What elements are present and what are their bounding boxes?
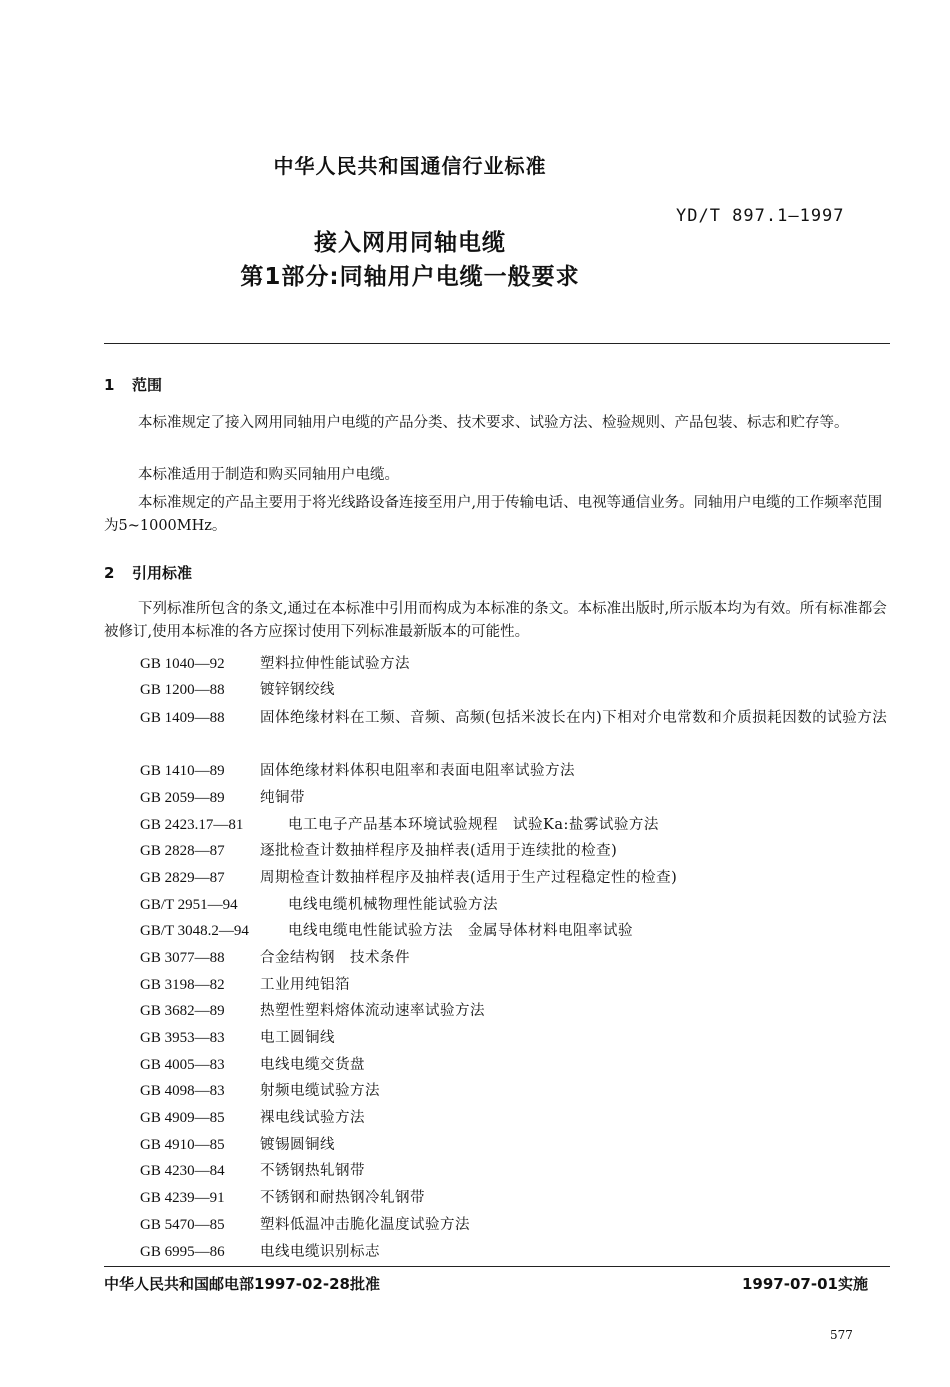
reference-name: 固体绝缘材料体积电阻率和表面电阻率试验方法 [260, 763, 575, 779]
section-heading-references [104, 562, 192, 583]
reference-code: GB 5470—85 [140, 1217, 225, 1233]
reference-item [140, 758, 900, 784]
reference-code: GB 1040—92 [140, 656, 225, 672]
reference-item [140, 651, 900, 677]
reference-code: GB 4098—83 [140, 1083, 225, 1099]
reference-code: GB/T 3048.2—94 [140, 923, 249, 939]
reference-item [140, 1105, 900, 1131]
paragraph: 本标准规定了接入网用同轴用户电缆的产品分类、技术要求、试验方法、检验规则、产品包装、标志和贮存等。 [138, 415, 849, 431]
reference-code: GB 1200—88 [140, 682, 225, 698]
reference-item [140, 918, 900, 944]
header-rule [104, 343, 890, 344]
reference-code: GB 4230—84 [140, 1163, 225, 1179]
reference-code: GB 3953—83 [140, 1030, 225, 1046]
reference-code: GB 2828—87 [140, 843, 225, 859]
reference-name: 镀锡圆铜线 [260, 1137, 335, 1153]
document-subtitle: 第1部分:同轴用户电缆一般要求 [240, 264, 580, 290]
reference-name: 塑料拉伸性能试验方法 [260, 656, 410, 672]
reference-item [140, 812, 900, 838]
reference-name: 工业用纯铝箔 [260, 977, 350, 993]
reference-name: 热塑性塑料熔体流动速率试验方法 [260, 1003, 485, 1019]
reference-name: 电线电缆交货盘 [260, 1057, 365, 1073]
reference-name: 周期检查计数抽样程序及抽样表(适用于生产过程稳定性的检查) [260, 870, 678, 886]
reference-item [140, 785, 900, 811]
section-number: 2 [104, 564, 115, 582]
reference-code: GB 1410—89 [140, 763, 225, 779]
section-title: 范围 [132, 376, 163, 394]
reference-item [140, 1132, 900, 1158]
reference-code: GB 3198—82 [140, 977, 225, 993]
reference-item [140, 838, 900, 864]
reference-code: GB 2829—87 [140, 870, 225, 886]
reference-name: 射频电缆试验方法 [260, 1083, 380, 1099]
standard-category: 中华人民共和国通信行业标准 [273, 154, 547, 178]
implementation-date: 1997-07-01实施 [742, 1275, 868, 1293]
paragraph: 下列标准所包含的条文,通过在本标准中引用而构成为本标准的条文。本标准出版时,所示版本均为有效。所有标准都会被修订,使用本标准的各方应探讨使用下列标准最新版本的可能性。 [104, 601, 887, 640]
reference-item [140, 945, 900, 971]
reference-item [140, 1185, 900, 1211]
reference-item [140, 1078, 900, 1104]
paragraph: 本标准适用于制造和购买同轴用户电缆。 [138, 467, 399, 483]
reference-name: 不锈钢和耐热钢冷轧钢带 [260, 1190, 425, 1206]
section-heading-scope [104, 374, 162, 395]
reference-name: 裸电线试验方法 [260, 1110, 365, 1126]
reference-name: 纯铜带 [260, 790, 305, 806]
reference-item [140, 1239, 900, 1265]
reference-code: GB 3682—89 [140, 1003, 225, 1019]
reference-code: GB 2059—89 [140, 790, 225, 806]
section-title: 引用标准 [132, 564, 193, 582]
reference-code: GB 4005—83 [140, 1057, 225, 1073]
reference-name: 电线电缆机械物理性能试验方法 [288, 897, 498, 913]
reference-name: 合金结构钢 技术条件 [260, 950, 410, 966]
reference-item [140, 1025, 900, 1051]
reference-code: GB 1409—88 [140, 710, 225, 726]
reference-item [140, 892, 900, 918]
reference-item [140, 1158, 900, 1184]
paragraph: 本标准规定的产品主要用于将光线路设备连接至用户,用于传输电话、电视等通信业务。同轴用户电缆的工作频率范围为5~1000MHz。 [104, 495, 883, 534]
section-number: 1 [104, 376, 115, 394]
reference-name: 不锈钢热轧钢带 [260, 1163, 365, 1179]
approval-statement: 中华人民共和国邮电部1997-02-28批准 [104, 1275, 380, 1293]
standard-number: YD/T 897.1—1997 [676, 206, 845, 226]
footer-rule [104, 1266, 890, 1267]
reference-name: 电线电缆识别标志 [260, 1244, 380, 1260]
reference-code: GB 6995—86 [140, 1244, 225, 1260]
reference-name: 固体绝缘材料在工频、音频、高频(包括米波长在内)下相对介电常数和介质损耗因数的试验方法 [260, 710, 888, 726]
document-title: 接入网用同轴电缆 [314, 230, 506, 256]
reference-code: GB/T 2951—94 [140, 897, 238, 913]
reference-code: GB 4910—85 [140, 1137, 225, 1153]
reference-name: 电工电子产品基本环境试验规程 试验Ka:盐雾试验方法 [288, 817, 659, 833]
reference-item [140, 677, 900, 703]
reference-item [140, 972, 900, 998]
reference-item [140, 1052, 900, 1078]
reference-code: GB 4909—85 [140, 1110, 225, 1126]
reference-code: GB 2423.17—81 [140, 817, 244, 833]
reference-name: 电工圆铜线 [260, 1030, 335, 1046]
reference-item [140, 1212, 900, 1238]
reference-item [140, 998, 900, 1024]
reference-name: 逐批检查计数抽样程序及抽样表(适用于连续批的检查) [260, 843, 618, 859]
page-number: 577 [830, 1328, 853, 1342]
reference-code: GB 4239—91 [140, 1190, 225, 1206]
reference-item [140, 705, 900, 731]
reference-name: 镀锌钢绞线 [260, 682, 335, 698]
reference-item [140, 865, 900, 891]
reference-name: 塑料低温冲击脆化温度试验方法 [260, 1217, 470, 1233]
reference-name: 电线电缆电性能试验方法 金属导体材料电阻率试验 [288, 923, 633, 939]
reference-code: GB 3077—88 [140, 950, 225, 966]
